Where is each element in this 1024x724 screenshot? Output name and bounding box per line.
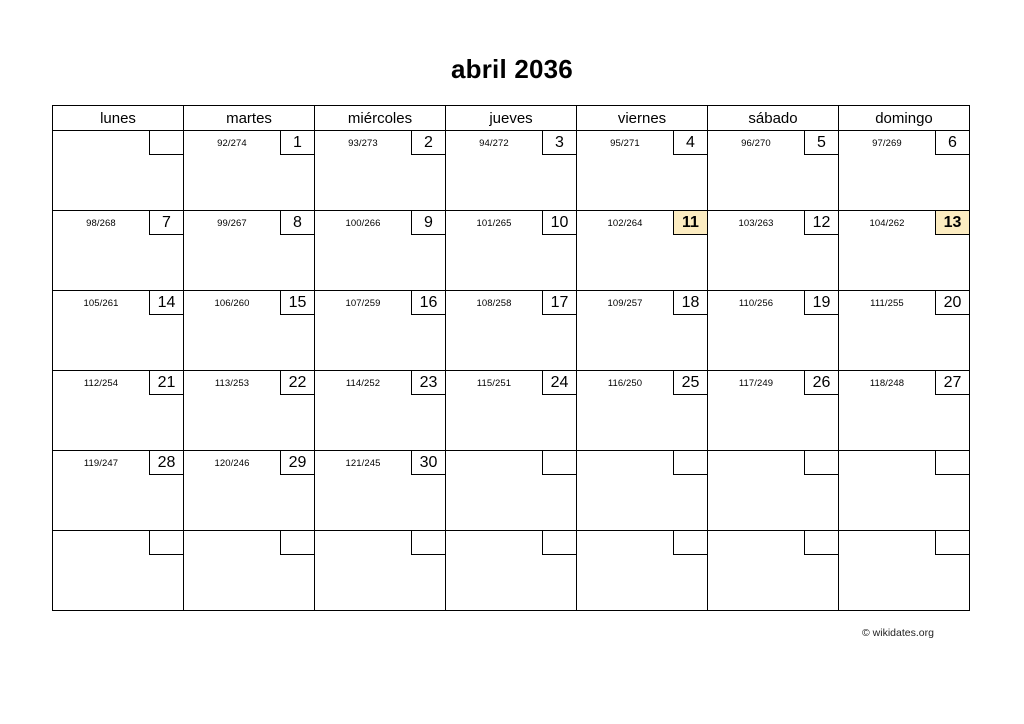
day-cell xyxy=(708,531,839,611)
day-number: 8 xyxy=(280,211,314,235)
day-number: 12 xyxy=(804,211,838,235)
day-of-year-label: 111/255 xyxy=(870,298,904,309)
day-number xyxy=(804,451,838,475)
day-number: 2 xyxy=(411,131,445,155)
week-row xyxy=(53,531,970,611)
day-cell xyxy=(446,291,577,371)
day-number: 27 xyxy=(935,371,969,395)
day-of-year-label: 119/247 xyxy=(83,458,119,469)
day-cell xyxy=(577,211,708,291)
day-number xyxy=(280,531,314,555)
weekday-header: miércoles xyxy=(315,106,446,131)
day-cell xyxy=(53,371,184,451)
day-number: 15 xyxy=(280,291,314,315)
day-number: 5 xyxy=(804,131,838,155)
day-number: 14 xyxy=(149,291,183,315)
day-number: 13 xyxy=(935,211,969,235)
day-cell xyxy=(184,131,315,211)
day-cell xyxy=(708,291,839,371)
day-number xyxy=(542,531,576,555)
day-cell xyxy=(577,531,708,611)
day-of-year-label: 112/254 xyxy=(83,378,119,389)
day-cell xyxy=(184,531,315,611)
day-cell xyxy=(53,451,184,531)
day-of-year-label: 103/263 xyxy=(738,218,774,229)
day-cell xyxy=(446,211,577,291)
day-of-year-label: 120/246 xyxy=(214,458,250,469)
month-calendar xyxy=(52,105,970,611)
day-number: 6 xyxy=(935,131,969,155)
day-number: 9 xyxy=(411,211,445,235)
day-number xyxy=(935,531,969,555)
day-cell xyxy=(708,131,839,211)
day-cell xyxy=(53,291,184,371)
day-number: 20 xyxy=(935,291,969,315)
day-of-year-label: 102/264 xyxy=(607,218,643,229)
day-number xyxy=(149,131,183,155)
week-row xyxy=(53,371,970,451)
day-cell xyxy=(708,371,839,451)
copyright-footer: © wikidates.org xyxy=(862,627,934,639)
day-cell xyxy=(184,291,315,371)
day-of-year-label: 118/248 xyxy=(869,378,905,389)
weekday-header: domingo xyxy=(839,106,970,131)
day-of-year-label: 115/251 xyxy=(476,378,512,389)
day-number: 16 xyxy=(411,291,445,315)
day-cell xyxy=(446,131,577,211)
day-of-year-label: 109/257 xyxy=(607,298,643,309)
day-of-year-label: 110/256 xyxy=(738,298,774,309)
day-number: 1 xyxy=(280,131,314,155)
day-cell xyxy=(839,531,970,611)
day-of-year-label: 117/249 xyxy=(738,378,774,389)
page-title: abril 2036 xyxy=(451,54,573,84)
day-of-year-label: 106/260 xyxy=(214,298,250,309)
day-of-year-label: 105/261 xyxy=(83,298,119,309)
day-cell xyxy=(446,371,577,451)
day-number: 3 xyxy=(542,131,576,155)
day-cell xyxy=(53,531,184,611)
day-of-year-label: 97/269 xyxy=(872,138,902,149)
week-row xyxy=(53,131,970,211)
weekday-header: sábado xyxy=(708,106,839,131)
day-cell xyxy=(53,131,184,211)
day-number xyxy=(542,451,576,475)
day-number: 25 xyxy=(673,371,707,395)
day-of-year-label: 104/262 xyxy=(869,218,905,229)
day-number xyxy=(804,531,838,555)
day-number xyxy=(673,451,707,475)
day-number: 17 xyxy=(542,291,576,315)
day-number: 24 xyxy=(542,371,576,395)
weekday-header: viernes xyxy=(577,106,708,131)
day-of-year-label: 108/258 xyxy=(476,298,512,309)
day-cell xyxy=(708,211,839,291)
day-cell xyxy=(839,451,970,531)
day-cell xyxy=(577,131,708,211)
day-of-year-label: 94/272 xyxy=(479,138,509,149)
day-cell xyxy=(315,371,446,451)
day-number xyxy=(411,531,445,555)
day-number: 26 xyxy=(804,371,838,395)
day-cell xyxy=(708,451,839,531)
day-of-year-label: 99/267 xyxy=(217,218,247,229)
day-number xyxy=(149,531,183,555)
day-cell xyxy=(315,451,446,531)
day-cell xyxy=(577,291,708,371)
day-number xyxy=(673,531,707,555)
day-cell xyxy=(315,531,446,611)
day-number: 4 xyxy=(673,131,707,155)
week-row xyxy=(53,211,970,291)
day-cell xyxy=(446,531,577,611)
day-number: 18 xyxy=(673,291,707,315)
day-of-year-label: 95/271 xyxy=(610,138,640,149)
day-of-year-label: 121/245 xyxy=(345,458,381,469)
day-cell xyxy=(839,291,970,371)
day-cell xyxy=(53,211,184,291)
day-number: 23 xyxy=(411,371,445,395)
day-number: 30 xyxy=(411,451,445,475)
day-of-year-label: 116/250 xyxy=(607,378,643,389)
weekday-header-row xyxy=(53,106,970,131)
day-of-year-label: 100/266 xyxy=(345,218,381,229)
weekday-header: martes xyxy=(184,106,315,131)
day-number: 21 xyxy=(149,371,183,395)
day-number: 19 xyxy=(804,291,838,315)
day-of-year-label: 107/259 xyxy=(345,298,381,309)
day-number xyxy=(935,451,969,475)
day-number: 22 xyxy=(280,371,314,395)
day-of-year-label: 92/274 xyxy=(217,138,247,149)
day-cell xyxy=(315,291,446,371)
day-cell xyxy=(184,211,315,291)
day-number: 7 xyxy=(149,211,183,235)
week-row xyxy=(53,451,970,531)
day-cell xyxy=(839,131,970,211)
day-cell xyxy=(315,211,446,291)
day-of-year-label: 98/268 xyxy=(86,218,116,229)
weekday-header: jueves xyxy=(446,106,577,131)
day-number: 10 xyxy=(542,211,576,235)
day-cell xyxy=(184,451,315,531)
day-cell xyxy=(577,371,708,451)
day-of-year-label: 114/252 xyxy=(345,378,381,389)
day-cell xyxy=(446,451,577,531)
day-cell xyxy=(184,371,315,451)
calendar-body xyxy=(53,131,970,611)
day-of-year-label: 96/270 xyxy=(741,138,771,149)
day-cell xyxy=(577,451,708,531)
day-number: 28 xyxy=(149,451,183,475)
day-number: 29 xyxy=(280,451,314,475)
day-of-year-label: 101/265 xyxy=(476,218,512,229)
day-of-year-label: 93/273 xyxy=(348,138,378,149)
weekday-header: lunes xyxy=(53,106,184,131)
day-of-year-label: 113/253 xyxy=(214,378,250,389)
day-cell xyxy=(315,131,446,211)
day-cell xyxy=(839,371,970,451)
day-number: 11 xyxy=(673,211,707,235)
day-cell xyxy=(839,211,970,291)
week-row xyxy=(53,291,970,371)
